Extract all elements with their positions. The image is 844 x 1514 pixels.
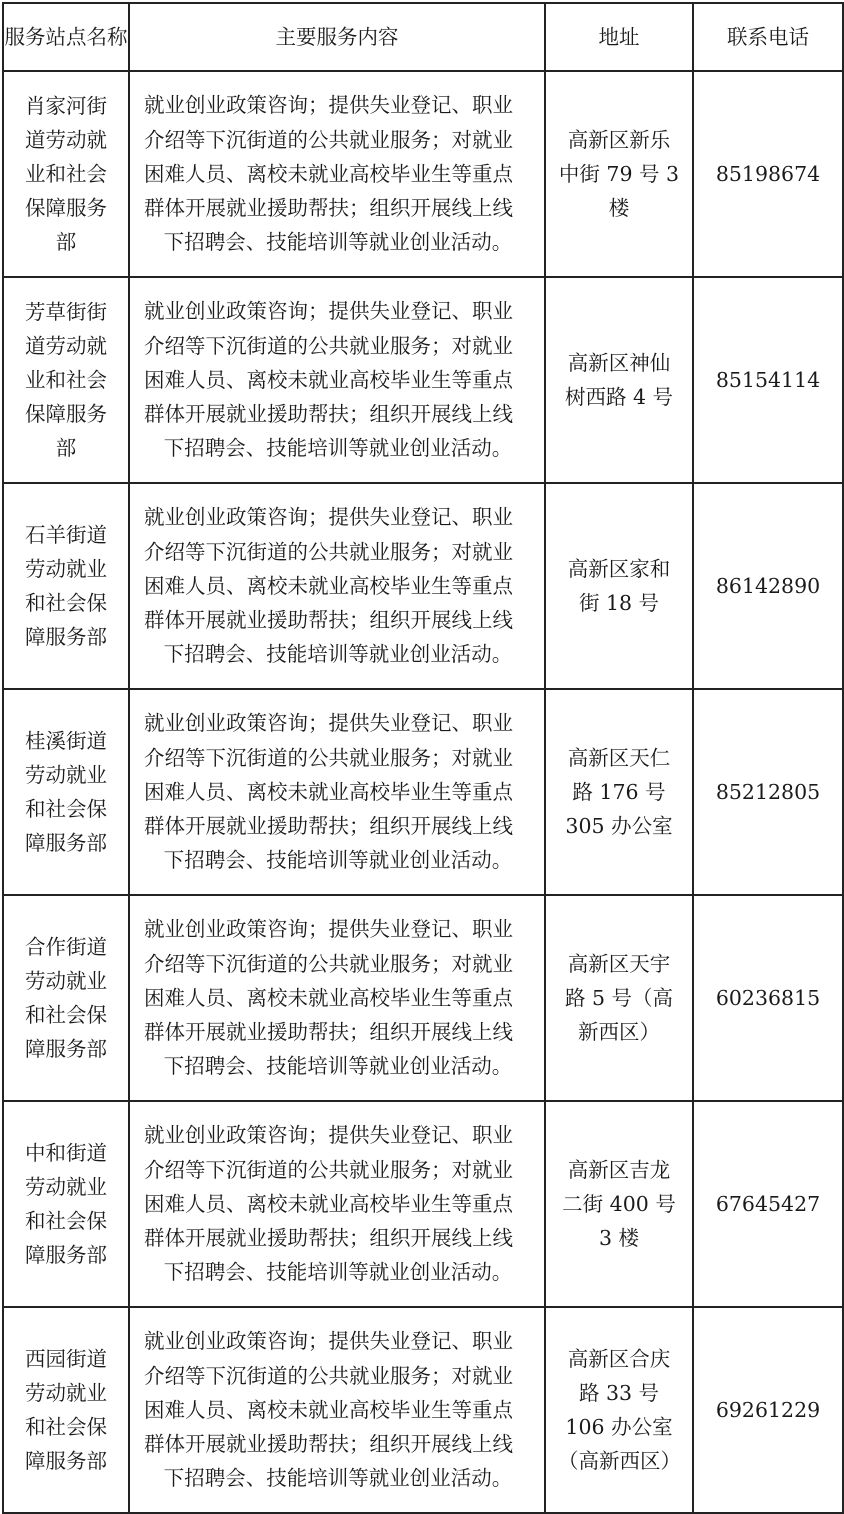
service-content: 就业创业政策咨询；提供失业登记、职业介绍等下沉街道的公共就业服务；对就业困难人员、离校未就业高校毕业生等重点群体开展就业援助帮扶；组织开展线上线下招聘会、技能培训等就业创业活动。 bbox=[129, 689, 545, 895]
service-content: 就业创业政策咨询；提供失业登记、职业介绍等下沉街道的公共就业服务；对就业困难人员、离校未就业高校毕业生等重点群体开展就业援助帮扶；组织开展线上线下招聘会、技能培训等就业创业活动。 bbox=[129, 71, 545, 277]
header-address: 地址 bbox=[545, 3, 693, 71]
station-address: 高新区吉龙二街 400 号 3 楼 bbox=[545, 1101, 693, 1307]
station-phone: 69261229 bbox=[693, 1307, 843, 1513]
table-row bbox=[3, 1101, 843, 1307]
station-name: 芳草街街道劳动就业和社会保障服务部 bbox=[3, 277, 129, 483]
header-phone: 联系电话 bbox=[693, 3, 843, 71]
table-row bbox=[3, 483, 843, 689]
station-name: 合作街道劳动就业和社会保障服务部 bbox=[3, 895, 129, 1101]
service-station-table bbox=[2, 2, 844, 1514]
table-header-row bbox=[3, 3, 843, 71]
station-phone: 86142890 bbox=[693, 483, 843, 689]
service-content: 就业创业政策咨询；提供失业登记、职业介绍等下沉街道的公共就业服务；对就业困难人员、离校未就业高校毕业生等重点群体开展就业援助帮扶；组织开展线上线下招聘会、技能培训等就业创业活动。 bbox=[129, 1101, 545, 1307]
station-name: 肖家河街道劳动就业和社会保障服务部 bbox=[3, 71, 129, 277]
station-name: 桂溪街道劳动就业和社会保障服务部 bbox=[3, 689, 129, 895]
station-address: 高新区新乐中街 79 号 3 楼 bbox=[545, 71, 693, 277]
table-row bbox=[3, 277, 843, 483]
station-phone: 85198674 bbox=[693, 71, 843, 277]
station-address: 高新区合庆路 33 号 106 办公室（高新西区） bbox=[545, 1307, 693, 1513]
station-address: 高新区家和街 18 号 bbox=[545, 483, 693, 689]
service-content: 就业创业政策咨询；提供失业登记、职业介绍等下沉街道的公共就业服务；对就业困难人员、离校未就业高校毕业生等重点群体开展就业援助帮扶；组织开展线上线下招聘会、技能培训等就业创业活动。 bbox=[129, 1307, 545, 1513]
table-row bbox=[3, 689, 843, 895]
station-address: 高新区天宇路 5 号（高新西区） bbox=[545, 895, 693, 1101]
table-row bbox=[3, 895, 843, 1101]
station-address: 高新区天仁路 176 号 305 办公室 bbox=[545, 689, 693, 895]
header-service-content: 主要服务内容 bbox=[129, 3, 545, 71]
station-phone: 67645427 bbox=[693, 1101, 843, 1307]
service-content: 就业创业政策咨询；提供失业登记、职业介绍等下沉街道的公共就业服务；对就业困难人员、离校未就业高校毕业生等重点群体开展就业援助帮扶；组织开展线上线下招聘会、技能培训等就业创业活动。 bbox=[129, 483, 545, 689]
header-station-name: 服务站点名称 bbox=[3, 3, 129, 71]
service-content: 就业创业政策咨询；提供失业登记、职业介绍等下沉街道的公共就业服务；对就业困难人员、离校未就业高校毕业生等重点群体开展就业援助帮扶；组织开展线上线下招聘会、技能培训等就业创业活动。 bbox=[129, 895, 545, 1101]
station-name: 中和街道劳动就业和社会保障服务部 bbox=[3, 1101, 129, 1307]
station-phone: 85154114 bbox=[693, 277, 843, 483]
table-row bbox=[3, 71, 843, 277]
station-name: 西园街道劳动就业和社会保障服务部 bbox=[3, 1307, 129, 1513]
station-address: 高新区神仙树西路 4 号 bbox=[545, 277, 693, 483]
service-content: 就业创业政策咨询；提供失业登记、职业介绍等下沉街道的公共就业服务；对就业困难人员、离校未就业高校毕业生等重点群体开展就业援助帮扶；组织开展线上线下招聘会、技能培训等就业创业活动。 bbox=[129, 277, 545, 483]
table-row bbox=[3, 1307, 843, 1513]
station-phone: 60236815 bbox=[693, 895, 843, 1101]
station-name: 石羊街道劳动就业和社会保障服务部 bbox=[3, 483, 129, 689]
station-phone: 85212805 bbox=[693, 689, 843, 895]
